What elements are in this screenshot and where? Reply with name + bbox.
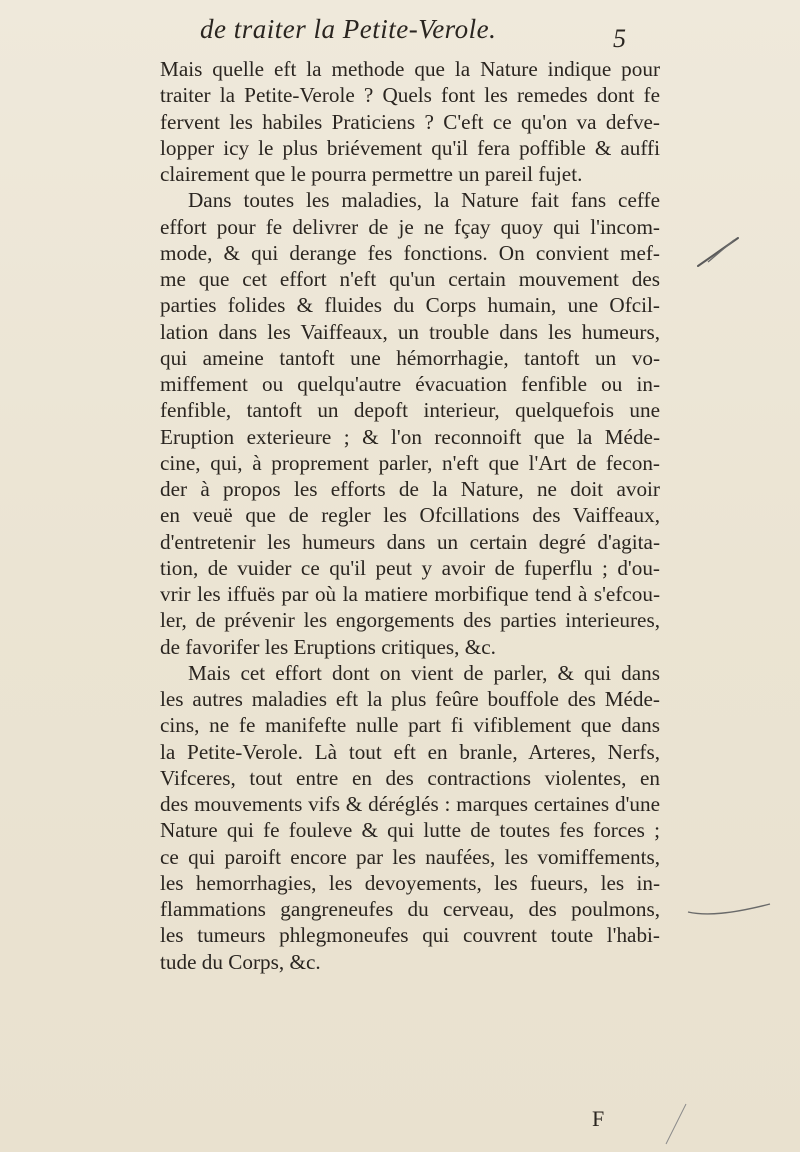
- text-line: Dans toutes les maladies, la Nature fait fans ceffe: [188, 188, 660, 213]
- text-line: d'entretenir les humeurs dans un certain degré d'agita-: [160, 529, 660, 554]
- text-line: der à propos les efforts de la Nature, ne doit avoir: [160, 477, 660, 501]
- text-line: Nature qui fe fouleve & qui lutte de toutes fes forces ;: [160, 818, 660, 843]
- text-line: ler, de prévenir les engorgements des parties interieures,: [160, 608, 660, 633]
- text-line: fervent les habiles Praticiens ? C'eft ce qu'on va defve-: [160, 109, 660, 134]
- text-line: clairement que le pourra permettre un pareil fujet.: [160, 162, 583, 186]
- text-line: me que cet effort n'eft qu'un certain mouvement des: [160, 267, 660, 291]
- pencil-stroke-mark: [694, 230, 754, 270]
- running-title: de traiter la Petite-Verole.: [200, 14, 497, 44]
- text-line: la Petite-Verole. Là tout eft en branle, Arteres, Nerfs,: [160, 739, 660, 764]
- text-line: flammations gangreneufes du cerveau, des poulmons,: [160, 897, 660, 921]
- text-line: effort pour fe delivrer de je ne fçay quoy qui l'incom-: [160, 214, 660, 239]
- text-line: parties folides & fluides du Corps humain, une Ofcil-: [160, 293, 660, 318]
- pencil-underline-mark: [686, 898, 776, 922]
- text-line: les tumeurs phlegmoneufes qui couvrent toute l'habi-: [160, 923, 660, 948]
- text-line: les autres maladies eft la plus feûre bouffole des Méde-: [160, 687, 660, 711]
- text-line: Vifceres, tout entre en des contractions violentes, en: [160, 765, 660, 790]
- text-line: cine, qui, à proprement parler, n'eft que l'Art de fecon-: [160, 450, 660, 475]
- text-line: des mouvements vifs & déréglés : marques certaines d'une: [160, 792, 660, 816]
- text-line: Mais quelle eft la methode que la Nature indique pour: [160, 57, 660, 81]
- text-line: tude du Corps, &c.: [160, 949, 321, 974]
- text-line: les hemorrhagies, les devoyements, les fueurs, les in-: [160, 870, 660, 895]
- text-line: mode, & qui derange fes fonctions. On convient mef-: [160, 240, 660, 265]
- catchword-signature: F: [592, 1106, 605, 1131]
- text-line: de favorifer les Eruptions critiques, &c.: [160, 634, 496, 659]
- text-line: lopper icy le plus briévement qu'il fera poffible & auffi: [160, 135, 660, 160]
- text-line: fenfible, tantoft un depoft interieur, quelquefois une: [160, 398, 660, 423]
- text-line: tion, de vuider ce qu'il peut y avoir de fuperflu ; d'ou-: [160, 555, 660, 580]
- text-line: traiter la Petite-Verole ? Quels font les remedes dont fe: [160, 83, 660, 108]
- page-header: [200, 14, 626, 54]
- page-number: 5: [613, 24, 626, 53]
- text-line: vrir les iffuës par où la matiere morbifique tend à s'efcou-: [160, 582, 660, 606]
- text-line: lation dans les Vaiffeaux, un trouble dans les humeurs,: [160, 319, 660, 344]
- text-line: Mais cet effort dont on vient de parler, & qui dans: [188, 660, 660, 685]
- text-line: miffement ou quelqu'autre évacuation fenfible ou in-: [160, 372, 660, 396]
- text-line: en veuë que de regler les Ofcillations des Vaiffeaux,: [160, 503, 660, 528]
- text-line: Eruption exterieure ; & l'on reconnoift que la Méde-: [160, 424, 660, 449]
- body-text: [160, 56, 660, 975]
- pencil-tick-mark: [656, 1098, 716, 1148]
- text-line: ce qui paroift encore par les naufées, les vomiffements,: [160, 844, 660, 869]
- text-line: cins, ne fe manifefte nulle part fi vifiblement que dans: [160, 713, 660, 738]
- text-line: qui ameine tantoft une hémorrhagie, tantoft un vo-: [160, 345, 660, 370]
